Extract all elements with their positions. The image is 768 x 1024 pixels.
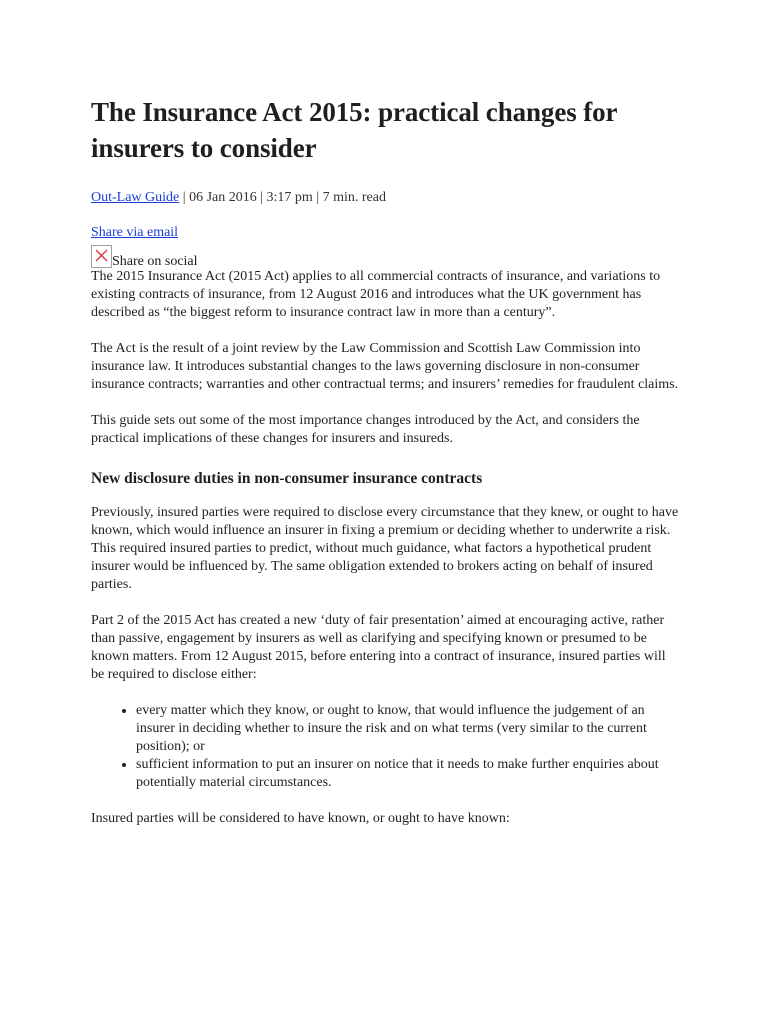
intro-section (91, 268, 681, 448)
intro-paragraph: The 2015 Insurance Act (2015 Act) applies to all commercial contracts of insurance, and variations to existing contracts of insurance, from 12 August 2016 and introduces what the UK government has described as “the biggest reform to insurance contract law in more than a century”. (91, 269, 661, 320)
section-paragraph: Previously, insured parties were required to disclose every circumstance that they knew, or ought to have known, which would influence an insurer in fixing a premium or deciding whether to underwrite a risk. This required insured parties to predict, without much guidance, what factors a hypothetical prudent insurer would be influenced by. The same obligation extended to brokers acting on behalf of insured parties. (91, 505, 679, 592)
intro-paragraph: This guide sets out some of the most importance changes introduced by the Act, and considers the practical implications of these changes for insurers and insureds. (91, 413, 640, 446)
section-heading: New disclosure duties in non-consumer insurance contracts (91, 470, 483, 487)
byline (91, 189, 681, 207)
list-item: • sufficient information to put an insurer on notice that it needs to make further enquiries about potentially material circumstances. (136, 756, 681, 792)
author-link[interactable]: Out-Law Guide (91, 190, 180, 205)
disclosure-section (91, 504, 681, 828)
intro-paragraph: The Act is the result of a joint review by the Law Commission and Scottish Law Commission into insurance law. It introduces substantial changes to the laws governing disclosure in non-consumer insurance contracts; warranties and other contractual terms; and insurers’ remedies for fraudulent claims. (91, 341, 679, 392)
closing-paragraph: Insured parties will be considered to have known, or ought to have known: (91, 811, 510, 826)
share-on-social[interactable] (91, 243, 681, 268)
disclosure-bullet-list (91, 702, 681, 792)
list-item: • every matter which they know, or ought to know, that would influence the judgement of an insurer in deciding whether to insure the risk and on what terms (very similar to the current position); or (136, 702, 681, 756)
share-via-email-link[interactable]: Share via email (91, 225, 179, 240)
article-title: The Insurance Act 2015: practical changes for insurers to consider (91, 97, 617, 163)
byline-meta: | 06 Jan 2016 | 3:17 pm | 7 min. read (179, 190, 386, 205)
article (91, 0, 681, 828)
section-paragraph: Part 2 of the 2015 Act has created a new ‘duty of fair presentation’ aimed at encouraging active, rather than passive, engagement by insurers as well as clarifying and specifying known or presumed to be known matters. From 12 August 2015, before entering into a contract of insurance, insured parties will be required to disclose either: (91, 613, 666, 682)
share-on-social-label: Share on social (112, 254, 198, 269)
broken-image-icon (91, 245, 112, 268)
